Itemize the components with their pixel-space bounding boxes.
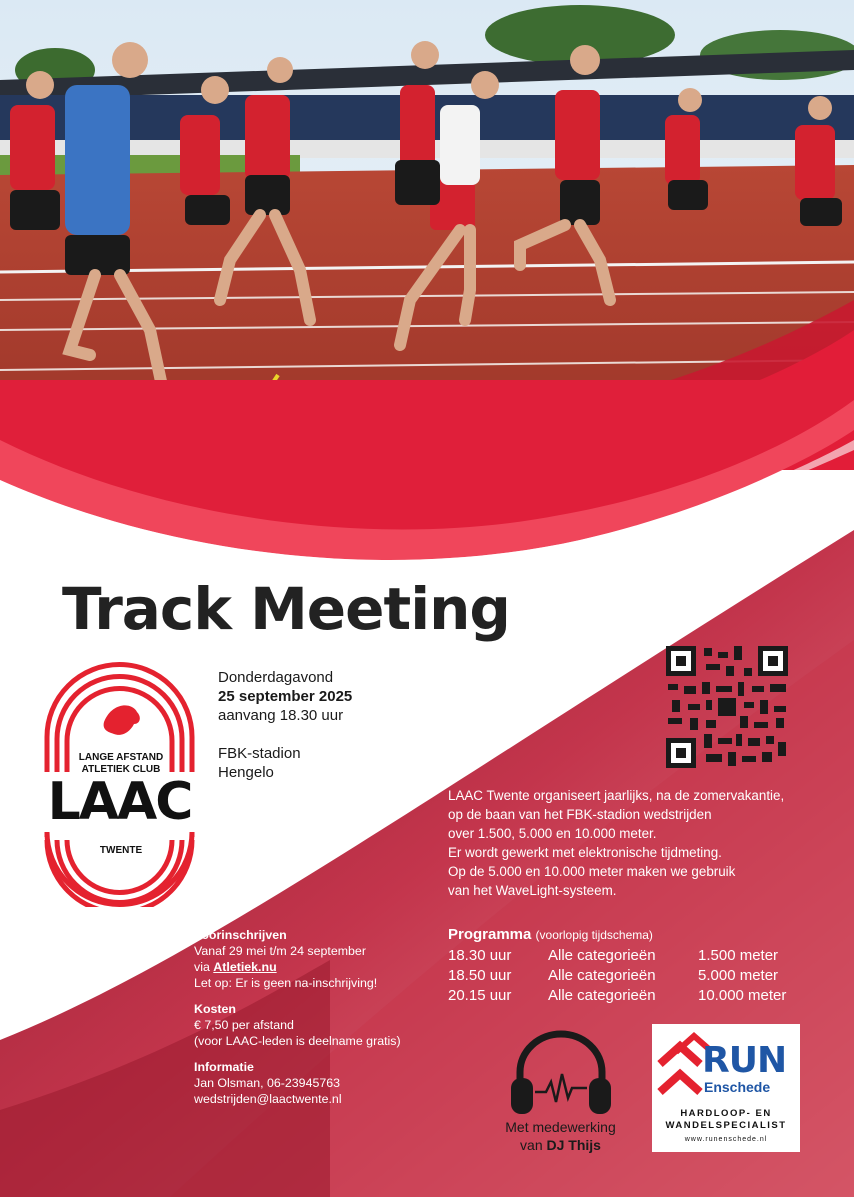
event-info xyxy=(218,668,352,782)
program-category: Alle categorieën xyxy=(548,946,656,964)
registration-note: Let op: Er is geen na-inschrijving! xyxy=(194,976,378,990)
event-date: 25 september 2025 xyxy=(218,688,353,705)
registration-heading: Voorinschrijven xyxy=(194,928,287,942)
description-line: Op de 5.000 en 10.000 meter maken we gebruik xyxy=(448,864,736,879)
sponsor-city: Enschede xyxy=(704,1079,771,1095)
program-time: 20.15 uur xyxy=(448,986,512,1004)
event-description xyxy=(448,786,828,900)
program-time: 18.50 uur xyxy=(448,966,512,984)
program-time: 18.30 uur xyxy=(448,946,512,964)
program-note: (voorlopig tijdschema) xyxy=(535,928,653,942)
contact-phone: Jan Olsman, 06-23945763 xyxy=(194,1076,341,1090)
practical-info xyxy=(194,927,434,1117)
page-title: Track Meeting xyxy=(62,575,510,643)
headphones-icon xyxy=(508,1030,614,1116)
description-line: LAAC Twente organiseert jaarlijks, na de zomervakantie, xyxy=(448,788,785,803)
program-category: Alle categorieën xyxy=(548,966,656,984)
dj-credit xyxy=(488,1118,633,1154)
costs-heading: Kosten xyxy=(194,1002,236,1016)
contact-heading: Informatie xyxy=(194,1060,254,1074)
red-swoosh xyxy=(0,380,854,580)
description-line: Er wordt gewerkt met elektronische tijdmeting. xyxy=(448,845,722,860)
sponsor-tagline xyxy=(656,1108,796,1132)
program-distance: 5.000 meter xyxy=(698,966,779,984)
description-line: over 1.500, 5.000 en 10.000 meter. xyxy=(448,826,657,841)
table-row xyxy=(448,985,786,1005)
contact-email[interactable]: wedstrijden@laactwente.nl xyxy=(194,1092,342,1106)
costs-price: € 7,50 per afstand xyxy=(194,1018,294,1032)
sponsor-name: RUN xyxy=(702,1040,787,1081)
dj-prefix: van xyxy=(520,1137,543,1153)
program-title: Programma xyxy=(448,926,532,943)
dj-name: DJ Thijs xyxy=(546,1137,601,1153)
event-start: aanvang 18.30 uur xyxy=(218,707,344,724)
registration-section xyxy=(194,927,434,991)
sponsor-url[interactable]: www.runenschede.nl xyxy=(684,1136,768,1143)
program-distance: 10.000 meter xyxy=(698,986,787,1004)
registration-via xyxy=(194,959,434,975)
table-row xyxy=(448,965,786,985)
description-line: van het WaveLight-systeem. xyxy=(448,883,617,898)
logo-line2: ATLETIEK CLUB xyxy=(81,764,161,775)
registration-period: Vanaf 29 mei t/m 24 september xyxy=(194,944,366,958)
costs-section xyxy=(194,1001,434,1049)
logo-twente: TWENTE xyxy=(99,845,143,856)
program-category: Alle categorieën xyxy=(548,986,656,1004)
dj-line2 xyxy=(488,1136,633,1154)
sponsor-tagline-2: WANDELSPECIALIST xyxy=(665,1120,787,1131)
program-heading xyxy=(448,926,653,943)
via-text: via xyxy=(194,960,210,974)
event-day: Donderdagavond xyxy=(218,669,334,686)
logo-line1: LANGE AFSTAND xyxy=(78,752,164,763)
logo-name: LAAC xyxy=(47,772,192,832)
event-city: Hengelo xyxy=(218,764,274,781)
dj-line1: Met medewerking xyxy=(505,1119,616,1135)
costs-note: (voor LAAC-leden is deelname gratis) xyxy=(194,1034,401,1048)
table-row xyxy=(448,945,786,965)
event-venue: FBK-stadion xyxy=(218,745,301,762)
atletiek-link[interactable]: Atletiek.nu xyxy=(213,960,277,974)
description-line: op de baan van het FBK-stadion wedstrijden xyxy=(448,807,712,822)
contact-section xyxy=(194,1059,434,1107)
qr-code-icon[interactable] xyxy=(666,646,788,768)
program-distance: 1.500 meter xyxy=(698,946,779,964)
horse-icon xyxy=(104,705,140,734)
sponsor-tagline-1: HARDLOOP- EN xyxy=(680,1108,772,1119)
program-table xyxy=(448,945,786,1005)
